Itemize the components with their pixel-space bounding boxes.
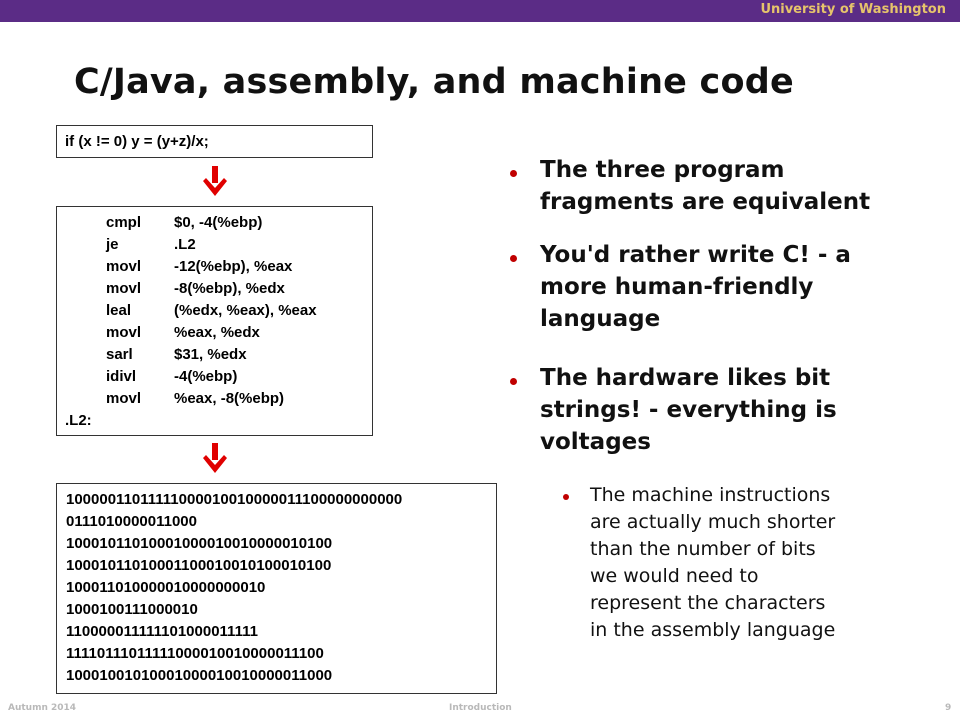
machine-code-line: 10000011011111000010010000011100000000000 <box>66 491 403 508</box>
assembly-args: %eax, -8(%ebp) <box>174 390 285 407</box>
assembly-op: movl <box>106 280 142 297</box>
bullet-text <box>540 362 837 458</box>
assembly-op: movl <box>106 324 142 341</box>
bullet-text <box>540 154 870 218</box>
arrow-down-icon <box>202 443 228 475</box>
assembly-op: movl <box>106 258 142 275</box>
bullet-line: more human-friendly <box>540 274 814 300</box>
machine-code-box <box>56 483 497 694</box>
slide-title: C/Java, assembly, and machine code <box>74 62 794 102</box>
machine-code-line: 100011010000010000000010 <box>66 579 266 596</box>
machine-code-line: 10001001010001000010010000011000 <box>66 667 333 684</box>
header-bar <box>0 0 960 22</box>
bullet-line: The three program <box>540 157 785 183</box>
bullet-line: fragments are equivalent <box>540 189 871 215</box>
sub-bullet-line: The machine instructions <box>590 484 831 506</box>
bullet-line: strings! - everything is <box>540 397 837 423</box>
assembly-op: je <box>106 236 119 253</box>
bullet-dot-icon <box>510 255 517 262</box>
assembly-label: .L2: <box>65 412 92 429</box>
page-number: 9 <box>945 703 952 713</box>
c-code-box <box>56 125 373 158</box>
c-code-text: if (x != 0) y = (y+z)/x; <box>65 133 209 150</box>
assembly-args: $0, -4(%ebp) <box>174 214 263 231</box>
assembly-op: cmpl <box>106 214 142 231</box>
sub-bullet-line: we would need to <box>590 565 759 587</box>
bullet-line: voltages <box>540 429 651 455</box>
assembly-args: .L2 <box>174 236 196 253</box>
arrow-down-icon <box>202 166 228 198</box>
machine-code-line: 110000011111101000011111 <box>66 623 258 640</box>
footer-section: Introduction <box>449 703 512 713</box>
bullet-text <box>540 239 851 335</box>
machine-code-line: 10001011010001100010010100010100 <box>66 557 332 574</box>
assembly-args: (%edx, %eax), %eax <box>174 302 317 319</box>
assembly-args: %eax, %edx <box>174 324 260 341</box>
assembly-args: -4(%ebp) <box>174 368 238 385</box>
machine-code-line: 0111010000011000 <box>66 513 197 530</box>
assembly-code-box <box>56 206 373 436</box>
sub-bullet-line: in the assembly language <box>590 619 836 641</box>
footer-term: Autumn 2014 <box>8 703 77 713</box>
assembly-op: idivl <box>106 368 137 385</box>
assembly-args: $31, %edx <box>174 346 247 363</box>
sub-bullet-text <box>590 482 835 644</box>
assembly-op: leal <box>106 302 132 319</box>
bullet-dot-icon <box>510 170 517 177</box>
university-name: University of Washington <box>760 2 946 17</box>
assembly-op: movl <box>106 390 142 407</box>
assembly-args: -12(%ebp), %eax <box>174 258 293 275</box>
bullet-line: The hardware likes bit <box>540 365 831 391</box>
assembly-op: sarl <box>106 346 133 363</box>
assembly-args: -8(%ebp), %edx <box>174 280 285 297</box>
sub-bullet-line: than the number of bits <box>590 538 816 560</box>
bullet-line: language <box>540 306 661 332</box>
sub-bullet-line: are actually much shorter <box>590 511 836 533</box>
sub-bullet-line: represent the characters <box>590 592 826 614</box>
machine-code-line: 11110111011111000010010000011100 <box>66 645 324 662</box>
machine-code-line: 1000100111000010 <box>66 601 198 618</box>
machine-code-line: 10001011010001000010010000010100 <box>66 535 333 552</box>
bullet-line: You'd rather write C! - a <box>540 242 851 268</box>
sub-bullet-dot-icon <box>563 494 569 500</box>
bullet-dot-icon <box>510 378 517 385</box>
